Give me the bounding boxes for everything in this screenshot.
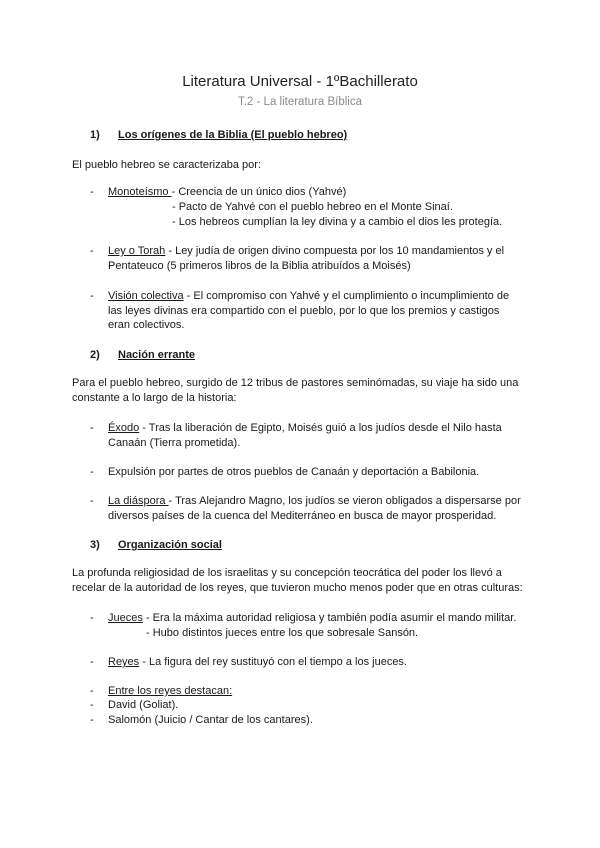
section-number: 2) (90, 349, 100, 361)
list-item-text: - Tras Alejandro Magno, los judíos se vieron obligados a dispersarse por (168, 495, 521, 507)
list-item-text: - El compromiso con Yahvé y el cumplimiento o incumplimiento de (183, 290, 510, 302)
list-item-term: La diáspora (108, 495, 169, 507)
document-title: Literatura Universal - 1ºBachillerato (182, 73, 418, 90)
section-intro: El pueblo hebreo se caracterizaba por: (72, 159, 261, 171)
list-item-term: Monoteísmo (108, 186, 172, 198)
list-item-text: - Tras la liberación de Egipto, Moisés guió a los judíos desde el Nilo hasta (139, 422, 502, 434)
section-title: Nación errante (118, 349, 196, 361)
list-item-term: Visión colectiva (108, 290, 184, 302)
section-intro: Para el pueblo hebreo, surgido de 12 tribus de pastores seminómadas, su viaje ha sido una (72, 377, 519, 389)
list-item (108, 611, 516, 625)
list-bullet: - (90, 186, 94, 198)
list-bullet: - (90, 290, 94, 302)
list-bullet: - (90, 685, 94, 697)
section-title: Los orígenes de la Biblia (El pueblo hebreo) (118, 129, 348, 141)
list-item (108, 655, 407, 669)
list-item-term: Éxodo (108, 422, 140, 434)
section-number: 3) (90, 539, 100, 551)
document-subtitle: T.2 - La literatura Bíblica (237, 96, 362, 108)
list-item-continuation: diversos países de la cuenca del Mediterráneo en busca de mayor prosperidad. (108, 510, 497, 522)
section-title: Organización social (118, 539, 222, 551)
section-intro: La profunda religiosidad de los israelitas y su concepción teocrática del poder los llevó a (72, 567, 502, 579)
list-bullet: - (90, 245, 94, 257)
list-item (108, 494, 521, 508)
list-bullet: - (90, 714, 94, 726)
list-subitem: - Pacto de Yahvé con el pueblo hebreo en el Monte Sinaí. (172, 201, 453, 213)
list-item: Salomón (Juicio / Cantar de los cantares). (108, 714, 313, 726)
list-bullet: - (90, 495, 94, 507)
list-item (108, 244, 504, 258)
list-bullet: - (90, 699, 94, 711)
list-item-continuation: Pentateuco (5 primeros libros de la Biblia atribuídos a Moisés) (108, 260, 411, 272)
list-item-term: Ley o Torah (108, 245, 166, 257)
list-item-term: Entre los reyes destacan: (108, 685, 233, 697)
list-bullet: - (90, 612, 94, 624)
list-item (108, 185, 346, 199)
list-item-term: Reyes (108, 656, 140, 668)
section-intro: constante a lo largo de la historia: (72, 392, 237, 404)
list-item-continuation: las leyes divinas era compartido con el pueblo, por lo que los premios y castigos (108, 305, 500, 317)
list-item (108, 289, 509, 303)
list-item (108, 684, 232, 698)
list-item-text: - Ley judía de origen divino compuesta por los 10 mandamientos y el (165, 245, 505, 257)
list-item: David (Goliat). (108, 699, 179, 711)
list-item-text: - Era la máxima autoridad religiosa y también podía asumir el mando militar. (142, 612, 517, 624)
list-item (108, 421, 502, 435)
list-item-text: - Creencia de un único dios (Yahvé) (171, 186, 347, 198)
list-subitem: - Hubo distintos jueces entre los que sobresale Sansón. (146, 627, 419, 639)
list-item-text: - La figura del rey sustituyó con el tiempo a los jueces. (139, 656, 407, 668)
list-bullet: - (90, 422, 94, 434)
section-heading (90, 538, 222, 552)
list-item: Expulsión por partes de otros pueblos de Canaán y deportación a Babilonia. (108, 466, 480, 478)
list-subitem: - Los hebreos cumplían la ley divina y a cambio el dios les protegía. (172, 216, 503, 228)
list-bullet: - (90, 656, 94, 668)
section-number: 1) (90, 129, 100, 141)
section-intro: recelar de la autoridad de los reyes, que tuvieron mucho menos poder que en otras culturas: (72, 582, 523, 594)
section-heading (90, 128, 347, 142)
list-bullet: - (90, 466, 94, 478)
section-heading (90, 348, 195, 362)
list-item-continuation: Canaán (Tierra prometida). (108, 437, 241, 449)
list-item-term: Jueces (108, 612, 143, 624)
list-item-continuation: eran colectivos. (108, 319, 185, 331)
